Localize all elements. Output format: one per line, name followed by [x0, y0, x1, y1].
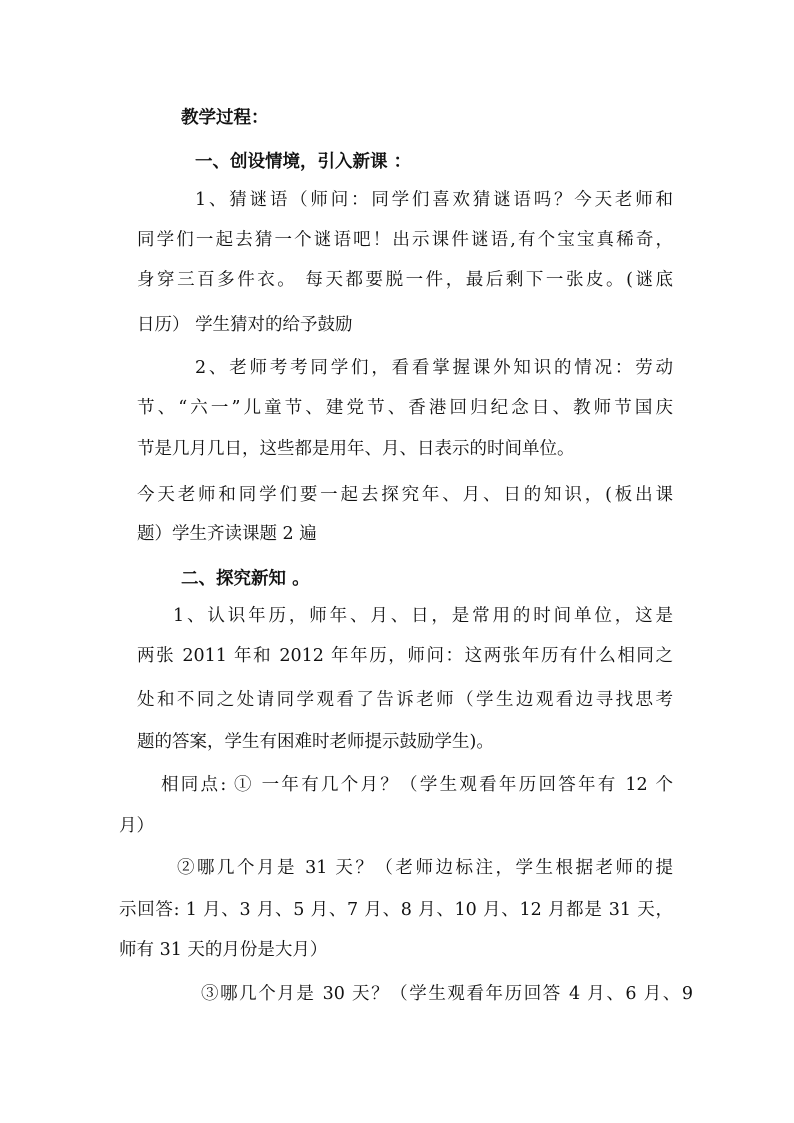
- section1-item1-line3: 身穿三百多件衣。 每天都要脱一件，最后剩下一张皮。(谜底: [137, 270, 673, 290]
- section1-para3-line1: 今天老师和同学们要一起去探究年、月、日的知识，(板出课: [137, 485, 673, 505]
- same-point-3-line1: ③哪几个月是 30 天？（学生观看年历回答 4 月、6 月、9: [201, 984, 693, 1004]
- section1-title: 一、创设情境，引入新课 ：: [195, 152, 412, 172]
- same-point-2-line1: ②哪几个月是 31 天？（老师边标注，学生根据老师的提: [177, 858, 673, 878]
- section1-item2-line2: 节、“六一”儿童节、建党节、香港回归纪念日、教师节国庆: [137, 398, 673, 418]
- section1-item2-line1: 2、老师考考同学们，看看掌握课外知识的情况：劳动: [195, 358, 673, 378]
- section2-item1-line1: 1、认识年历，师年、月、日，是常用的时间单位，这是: [173, 606, 673, 626]
- section2-title: 二、探究新知 。: [181, 569, 310, 589]
- same-point-1-line1: 相同点: ① 一年有几个月？（学生观看年历回答年有 12 个: [161, 775, 673, 795]
- section1-item1-line1: 1、猜谜语（师问：同学们喜欢猜谜语吗？今天老师和: [195, 190, 673, 210]
- section2-item1-line3: 处和不同之处请同学观看了告诉老师（学生边观看边寻找思考: [137, 690, 673, 710]
- section2-item1-line2: 两张 2011 年和 2012 年年历，师问：这两张年历有什么相同之: [137, 646, 673, 666]
- section1-item1-line4: 日历） 学生猜对的给予鼓励: [137, 315, 353, 335]
- section2-item1-line4: 题的答案，学生有困难时老师提示鼓励学生)。: [137, 732, 494, 752]
- section1-para3-line2: 题）学生齐读课题 2 遍: [137, 524, 317, 544]
- same-point-2-line3: 师有 31 天的月份是大月）: [119, 940, 328, 960]
- section-heading: 教学过程：: [181, 108, 269, 128]
- same-point-1-line2: 月）: [119, 816, 154, 836]
- section1-item2-line3: 节是几月几日，这些都是用年、月、日表示的时间单位。: [137, 439, 575, 459]
- section1-item1-line2: 同学们一起去猜一个谜语吧！出示课件谜语,有个宝宝真稀奇，: [137, 230, 673, 250]
- same-point-2-line2: 示回答: 1 月、3 月、5 月、7 月、8 月、10 月、12 月都是 31 天，: [119, 900, 673, 920]
